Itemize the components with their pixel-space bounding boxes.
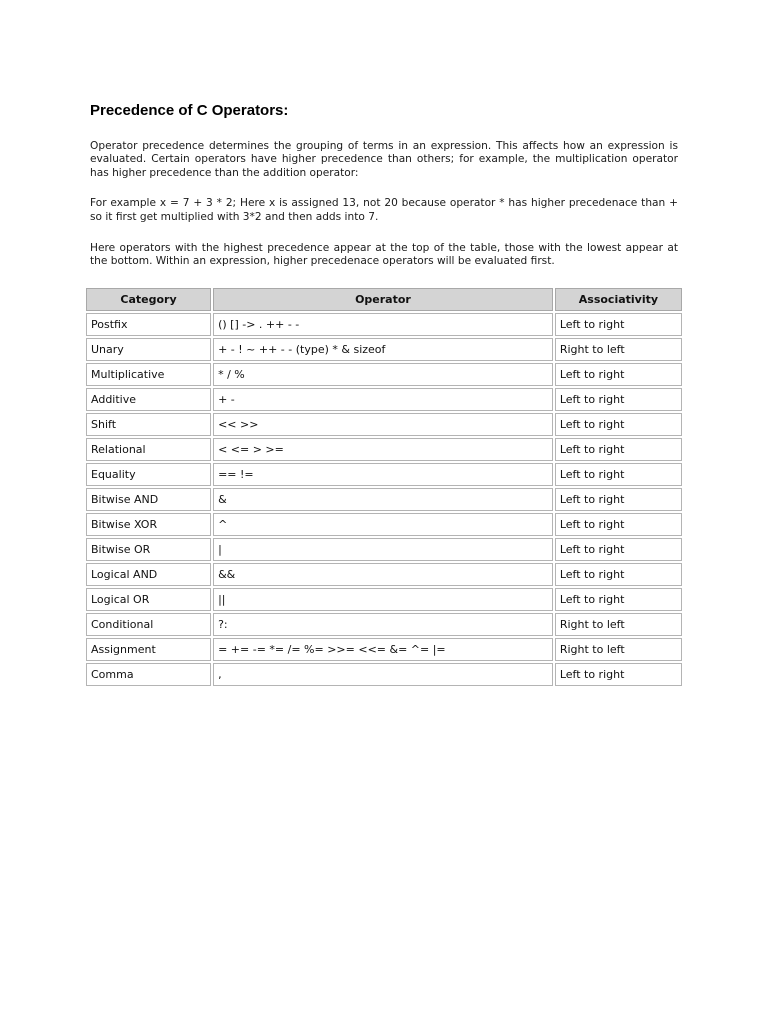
- category-cell: Postfix: [86, 313, 211, 336]
- category-cell: Multiplicative: [86, 363, 211, 386]
- associativity-cell: Left to right: [555, 488, 682, 511]
- category-cell: Bitwise XOR: [86, 513, 211, 536]
- operator-cell: ^: [213, 513, 553, 536]
- table-row: [86, 638, 682, 661]
- operator-precedence-table: [84, 286, 684, 688]
- associativity-cell: Left to right: [555, 438, 682, 461]
- associativity-cell: Left to right: [555, 538, 682, 561]
- operator-cell: + -: [213, 388, 553, 411]
- category-cell: Shift: [86, 413, 211, 436]
- table-row: [86, 413, 682, 436]
- associativity-cell: Left to right: [555, 663, 682, 686]
- table-row: [86, 338, 682, 361]
- category-cell: Unary: [86, 338, 211, 361]
- associativity-cell: Left to right: [555, 563, 682, 586]
- table-row: [86, 463, 682, 486]
- operator-cell: &&: [213, 563, 553, 586]
- table-header-row: [86, 288, 682, 311]
- table-row: [86, 588, 682, 611]
- associativity-cell: Right to left: [555, 638, 682, 661]
- table-row: [86, 488, 682, 511]
- operator-cell: () [] -> . ++ - -: [213, 313, 553, 336]
- table-row: [86, 538, 682, 561]
- associativity-cell: Left to right: [555, 463, 682, 486]
- category-cell: Logical OR: [86, 588, 211, 611]
- category-cell: Logical AND: [86, 563, 211, 586]
- table-row: [86, 438, 682, 461]
- operator-cell: = += -= *= /= %= >>= <<= &= ^= |=: [213, 638, 553, 661]
- category-cell: Bitwise AND: [86, 488, 211, 511]
- table-row: [86, 363, 682, 386]
- operator-cell: == !=: [213, 463, 553, 486]
- paragraph-ordering: Here operators with the highest precedence appear at the top of the table, those with the lowest appear at the bottom. Within an expression, higher precedenace operators will be evaluated first.: [90, 242, 678, 268]
- table-body: [86, 313, 682, 686]
- paragraph-intro: Operator precedence determines the grouping of terms in an expression. This affects how an expression is evaluated. Certain operators have higher precedence than others; for example, the multiplication operator has higher precedence than the addition operator:: [90, 140, 678, 179]
- associativity-cell: Left to right: [555, 363, 682, 386]
- paragraph-example: For example x = 7 + 3 * 2; Here x is assigned 13, not 20 because operator * has higher precedenace than + so it first get multiplied with 3*2 and then adds into 7.: [90, 197, 678, 223]
- associativity-cell: Right to left: [555, 338, 682, 361]
- header-operator: Operator: [213, 288, 553, 311]
- category-cell: Bitwise OR: [86, 538, 211, 561]
- associativity-cell: Left to right: [555, 413, 682, 436]
- category-cell: Conditional: [86, 613, 211, 636]
- operator-cell: ?:: [213, 613, 553, 636]
- category-cell: Assignment: [86, 638, 211, 661]
- associativity-cell: Left to right: [555, 588, 682, 611]
- table-row: [86, 513, 682, 536]
- operator-cell: * / %: [213, 363, 553, 386]
- associativity-cell: Left to right: [555, 388, 682, 411]
- operator-cell: < <= > >=: [213, 438, 553, 461]
- table-row: [86, 613, 682, 636]
- table-row: [86, 563, 682, 586]
- operator-cell: &: [213, 488, 553, 511]
- operator-cell: ,: [213, 663, 553, 686]
- operator-cell: + - ! ~ ++ - - (type) * & sizeof: [213, 338, 553, 361]
- associativity-cell: Left to right: [555, 313, 682, 336]
- header-category: Category: [86, 288, 211, 311]
- operator-cell: << >>: [213, 413, 553, 436]
- associativity-cell: Left to right: [555, 513, 682, 536]
- operator-cell: ||: [213, 588, 553, 611]
- category-cell: Comma: [86, 663, 211, 686]
- operator-cell: |: [213, 538, 553, 561]
- page-title: Precedence of C Operators:: [90, 102, 289, 119]
- document-body: [90, 102, 678, 287]
- associativity-cell: Right to left: [555, 613, 682, 636]
- category-cell: Additive: [86, 388, 211, 411]
- table-row: [86, 313, 682, 336]
- table-row: [86, 663, 682, 686]
- category-cell: Relational: [86, 438, 211, 461]
- table-row: [86, 388, 682, 411]
- category-cell: Equality: [86, 463, 211, 486]
- header-associativity: Associativity: [555, 288, 682, 311]
